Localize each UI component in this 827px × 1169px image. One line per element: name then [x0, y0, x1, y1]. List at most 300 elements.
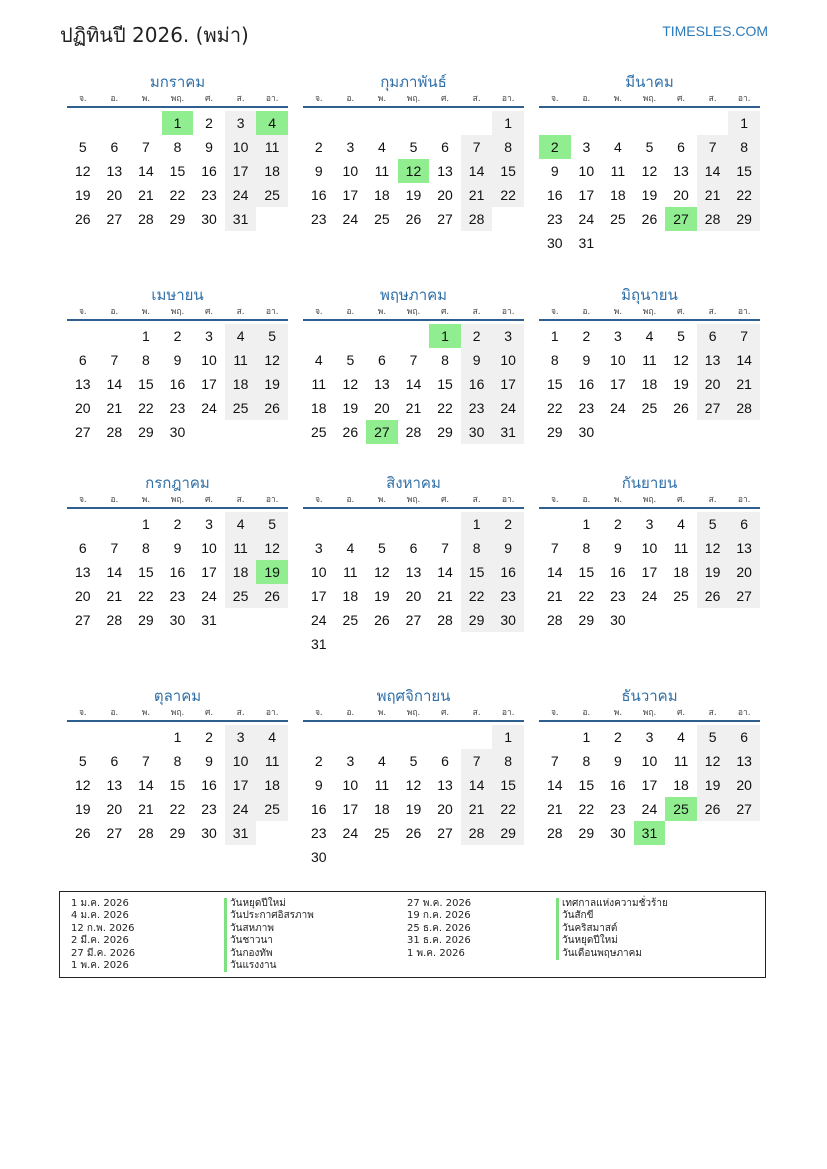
day-cell: 17	[225, 159, 257, 183]
day-cell: 24	[610, 400, 626, 416]
day-cell: 13	[728, 749, 760, 773]
weekday-label: ส.	[472, 307, 481, 317]
weekday-label: ศ.	[676, 307, 686, 317]
legend-holiday-name: วันหยุดปีใหม่	[224, 898, 314, 910]
empty-cell	[99, 512, 131, 536]
page-title: ปฏิทินปี 2026. (พม่า)	[60, 23, 249, 47]
day-cell: 15	[138, 376, 154, 392]
day-cell: 11	[610, 163, 626, 179]
weekday-header	[303, 306, 524, 321]
day-cell: 7	[110, 352, 119, 368]
day-cell: 27	[405, 612, 422, 628]
day-cell: 18	[342, 588, 359, 604]
month-calendar	[539, 71, 760, 255]
legend-date: 31 ธ.ค. 2026	[407, 935, 471, 947]
month-name: ตุลาคม	[153, 687, 202, 705]
day-cell: 1	[582, 729, 591, 745]
day-cell: 15	[728, 159, 760, 183]
weekday-label: อ.	[346, 495, 355, 505]
day-cell: 21	[138, 187, 154, 203]
day-cell: 23	[201, 801, 217, 817]
day-cell: 6	[409, 540, 418, 556]
day-cell: 23	[492, 584, 524, 608]
day-cell: 2	[173, 328, 182, 344]
day-cell: 23	[461, 396, 493, 420]
day-cell: 9	[205, 139, 213, 155]
weekday-label: จ.	[550, 495, 559, 505]
day-cell: 9	[173, 352, 182, 368]
empty-cell	[634, 111, 666, 135]
day-cell: 11	[256, 749, 288, 773]
day-cell: 13	[106, 163, 123, 179]
day-cell: 6	[78, 352, 87, 368]
empty-cell	[398, 725, 430, 749]
weekday-label: พฤ.	[170, 495, 185, 505]
day-cell: 4	[378, 753, 386, 769]
day-cell: 1	[142, 328, 150, 344]
day-cell: 21	[106, 588, 123, 604]
weekday-label: พ.	[377, 307, 387, 317]
empty-cell	[99, 324, 131, 348]
day-cell: 12	[405, 777, 422, 793]
day-cell: 4	[346, 540, 355, 556]
day-cell: 14	[106, 376, 123, 392]
day-cell: 3	[582, 139, 591, 155]
weekday-label: อ.	[346, 307, 355, 317]
day-cell: 3	[225, 111, 257, 135]
legend-holiday-name: วันประกาศอิสรภาพ	[224, 910, 314, 922]
day-cell: 14	[461, 773, 493, 797]
day-cell: 19	[673, 376, 689, 392]
day-cell: 5	[409, 139, 418, 155]
legend-holiday-name: วันหยุดปีใหม่	[556, 935, 668, 947]
empty-cell	[366, 111, 398, 135]
day-cell: 24	[492, 396, 524, 420]
day-cell: 13	[437, 777, 453, 793]
day-cell: 14	[697, 159, 729, 183]
empty-cell	[67, 725, 99, 749]
day-cell: 23	[610, 588, 626, 604]
day-cell: 1	[492, 725, 524, 749]
weekday-label: ส.	[472, 495, 481, 505]
day-cell: 2	[173, 516, 182, 532]
day-cell: 9	[614, 540, 622, 556]
day-cell: 14	[138, 163, 154, 179]
day-cell: 20	[697, 372, 729, 396]
weekday-label: ศ.	[676, 708, 686, 718]
day-cell: 8	[492, 135, 524, 159]
day-cell: 28	[728, 396, 760, 420]
day-cell: 4	[314, 352, 323, 368]
month-calendar	[303, 685, 524, 869]
weekday-label: อา.	[265, 708, 279, 718]
day-cell: 9	[550, 163, 559, 179]
day-cell: 3	[346, 139, 355, 155]
day-cell: 19	[342, 400, 359, 416]
legend-date: 19 ก.ค. 2026	[407, 910, 471, 922]
legend-dates-right	[407, 898, 471, 960]
weekday-label: ส.	[708, 708, 717, 718]
day-cell: 3	[614, 328, 622, 344]
day-cell: 28	[461, 821, 493, 845]
day-cell: 3	[492, 324, 524, 348]
empty-cell	[539, 111, 571, 135]
day-cell: 22	[169, 187, 186, 203]
day-cell: 15	[492, 773, 524, 797]
day-cell: 23	[310, 211, 327, 227]
day-cell: 3	[645, 516, 654, 532]
day-cell: 22	[578, 588, 595, 604]
day-cell: 7	[142, 139, 150, 155]
day-cell: 30	[201, 211, 217, 227]
day-cell: 6	[728, 512, 760, 536]
day-cell: 30	[578, 424, 595, 440]
weekday-label: อา.	[501, 94, 515, 104]
day-cell: 21	[461, 797, 493, 821]
day-cell: 3	[645, 729, 654, 745]
day-grid	[539, 111, 760, 255]
day-cell: 11	[374, 163, 390, 179]
day-cell: 10	[225, 749, 257, 773]
day-grid	[539, 512, 760, 632]
day-cell: 25	[665, 797, 697, 821]
weekday-label: พฤ.	[406, 495, 421, 505]
day-cell: 11	[311, 376, 327, 392]
day-cell: 23	[169, 400, 186, 416]
day-cell: 9	[582, 352, 591, 368]
day-cell: 20	[728, 773, 760, 797]
day-cell: 8	[173, 139, 182, 155]
day-cell: 16	[201, 163, 217, 179]
day-cell: 15	[461, 560, 493, 584]
legend-holiday-name: วันสักขี	[556, 910, 668, 922]
day-cell: 2	[205, 729, 213, 745]
day-cell: 20	[673, 187, 689, 203]
day-cell: 16	[610, 564, 626, 580]
day-cell: 14	[437, 564, 453, 580]
weekday-label: อา.	[737, 307, 751, 317]
day-cell: 14	[546, 564, 563, 580]
day-cell: 22	[546, 400, 563, 416]
empty-cell	[99, 725, 131, 749]
day-cell: 12	[74, 777, 91, 793]
legend-date: 1 พ.ค. 2026	[407, 947, 465, 959]
day-cell: 13	[74, 376, 91, 392]
day-cell: 14	[106, 564, 123, 580]
day-cell: 29	[169, 211, 186, 227]
empty-cell	[67, 512, 99, 536]
day-cell: 26	[673, 400, 689, 416]
day-cell: 5	[697, 512, 729, 536]
day-cell: 26	[641, 211, 658, 227]
day-cell: 3	[225, 725, 257, 749]
day-cell: 26	[405, 211, 422, 227]
day-cell: 1	[173, 729, 182, 745]
day-cell: 7	[728, 324, 760, 348]
day-cell: 15	[578, 564, 595, 580]
day-cell: 29	[492, 821, 524, 845]
day-cell: 28	[437, 612, 453, 628]
month-name: สิงหาคม	[386, 474, 441, 492]
day-cell: 17	[225, 773, 257, 797]
day-cell: 4	[614, 139, 622, 155]
day-cell: 22	[138, 588, 154, 604]
weekday-label: อา.	[265, 307, 279, 317]
day-cell: 25	[374, 211, 390, 227]
day-cell: 13	[697, 348, 729, 372]
day-cell: 6	[697, 324, 729, 348]
day-cell: 23	[310, 825, 327, 841]
day-cell: 15	[169, 163, 186, 179]
brand-link[interactable]: TIMESLES.COM	[662, 23, 768, 39]
day-cell: 1	[429, 324, 461, 348]
day-grid	[303, 324, 524, 444]
day-cell: 18	[256, 159, 288, 183]
weekday-label: ศ.	[440, 307, 450, 317]
day-cell: 5	[78, 753, 87, 769]
weekday-label: อา.	[265, 94, 279, 104]
day-cell: 11	[225, 536, 257, 560]
day-cell: 5	[256, 512, 288, 536]
month-name: เมษายน	[151, 286, 204, 304]
day-cell: 27	[728, 584, 760, 608]
day-cell: 30	[169, 612, 186, 628]
day-cell: 24	[641, 588, 658, 604]
day-cell: 27	[437, 825, 453, 841]
day-cell: 7	[550, 540, 559, 556]
legend-dates-left	[71, 898, 135, 972]
legend-date: 27 มี.ค. 2026	[71, 947, 136, 959]
day-cell: 28	[106, 612, 123, 628]
day-cell: 23	[578, 400, 595, 416]
day-cell: 19	[374, 588, 390, 604]
day-cell: 19	[697, 773, 729, 797]
day-cell: 12	[697, 536, 729, 560]
month-calendar	[67, 685, 288, 845]
day-cell: 26	[697, 797, 729, 821]
empty-cell	[303, 111, 335, 135]
day-cell: 16	[201, 777, 217, 793]
day-cell: 21	[138, 801, 154, 817]
day-cell: 20	[106, 187, 123, 203]
day-cell: 30	[461, 420, 493, 444]
day-cell: 22	[578, 801, 595, 817]
day-cell: 22	[492, 183, 524, 207]
day-cell: 18	[310, 400, 327, 416]
month-name: พฤษภาคม	[379, 286, 448, 304]
day-cell: 19	[256, 560, 288, 584]
weekday-label: อา.	[501, 495, 515, 505]
day-cell: 14	[461, 159, 493, 183]
weekday-label: ศ.	[440, 708, 450, 718]
day-cell: 17	[201, 376, 217, 392]
day-grid	[303, 111, 524, 231]
day-cell: 9	[614, 753, 622, 769]
day-cell: 15	[546, 376, 563, 392]
day-cell: 6	[110, 753, 119, 769]
day-cell: 12	[256, 536, 288, 560]
empty-cell	[130, 725, 162, 749]
day-cell: 26	[256, 396, 288, 420]
day-cell: 16	[610, 777, 626, 793]
weekday-label: อา.	[501, 708, 515, 718]
empty-cell	[335, 512, 367, 536]
weekday-label: ศ.	[440, 495, 450, 505]
day-cell: 14	[728, 348, 760, 372]
month-name: มิถุนายน	[621, 286, 678, 304]
weekday-header	[539, 93, 760, 108]
day-cell: 9	[461, 348, 493, 372]
day-cell: 13	[728, 536, 760, 560]
day-cell: 3	[205, 516, 213, 532]
day-cell: 2	[614, 516, 622, 532]
weekday-label: พฤ.	[642, 94, 657, 104]
day-cell: 5	[346, 352, 355, 368]
day-cell: 8	[142, 352, 150, 368]
day-cell: 18	[641, 376, 658, 392]
empty-cell	[366, 324, 398, 348]
day-cell: 24	[578, 211, 595, 227]
day-cell: 25	[610, 211, 626, 227]
day-cell: 24	[310, 612, 327, 628]
empty-cell	[398, 111, 430, 135]
legend-date: 4 ม.ค. 2026	[71, 910, 129, 922]
day-cell: 18	[256, 773, 288, 797]
day-cell: 16	[169, 376, 186, 392]
day-cell: 7	[409, 352, 418, 368]
empty-cell	[398, 324, 430, 348]
empty-cell	[303, 324, 335, 348]
day-cell: 25	[225, 584, 257, 608]
empty-cell	[130, 111, 162, 135]
weekday-label: จ.	[550, 307, 559, 317]
weekday-header	[303, 494, 524, 509]
day-cell: 17	[310, 588, 327, 604]
empty-cell	[335, 725, 367, 749]
day-cell: 18	[225, 560, 257, 584]
day-cell: 25	[374, 825, 390, 841]
weekday-label: จ.	[314, 495, 323, 505]
day-cell: 9	[314, 163, 323, 179]
day-cell: 24	[225, 797, 257, 821]
day-cell: 31	[201, 612, 217, 628]
day-cell: 18	[673, 777, 689, 793]
weekday-label: จ.	[550, 94, 559, 104]
day-cell: 4	[378, 139, 386, 155]
month-name: มีนาคม	[625, 73, 674, 91]
day-cell: 27	[665, 207, 697, 231]
day-cell: 8	[728, 135, 760, 159]
legend-date: 12 ก.พ. 2026	[71, 922, 135, 934]
day-cell: 19	[405, 187, 422, 203]
legend-holiday-name: วันกองทัพ	[224, 948, 314, 960]
day-cell: 6	[110, 139, 119, 155]
day-cell: 29	[546, 424, 563, 440]
day-cell: 11	[642, 352, 657, 368]
day-cell: 20	[374, 400, 390, 416]
day-cell: 8	[582, 753, 591, 769]
day-cell: 20	[405, 588, 422, 604]
weekday-label: จ.	[78, 307, 87, 317]
weekday-header	[539, 306, 760, 321]
day-cell: 8	[142, 540, 150, 556]
weekday-label: พ.	[377, 495, 387, 505]
weekday-label: จ.	[314, 94, 323, 104]
day-cell: 10	[225, 135, 257, 159]
day-cell: 16	[492, 560, 524, 584]
legend-holiday-name: วันชาวนา	[224, 935, 314, 947]
day-cell: 22	[728, 183, 760, 207]
day-cell: 28	[546, 825, 563, 841]
day-cell: 7	[461, 749, 493, 773]
legend-holiday-name: วันเดือนพฤษภาคม	[556, 948, 668, 960]
month-name: กุมภาพันธ์	[380, 73, 447, 91]
day-cell: 29	[138, 424, 154, 440]
day-cell: 27	[697, 396, 729, 420]
month-calendar	[67, 472, 288, 632]
empty-cell	[539, 512, 571, 536]
weekday-label: อ.	[110, 495, 119, 505]
day-cell: 22	[169, 801, 186, 817]
month-calendar	[67, 284, 288, 444]
day-cell: 17	[201, 564, 217, 580]
day-cell: 19	[256, 372, 288, 396]
day-cell: 29	[461, 608, 493, 632]
day-cell: 25	[641, 400, 658, 416]
day-cell: 1	[492, 111, 524, 135]
month-calendar	[539, 685, 760, 845]
empty-cell	[429, 725, 461, 749]
weekday-label: พฤ.	[642, 307, 657, 317]
day-cell: 22	[461, 584, 493, 608]
weekday-label: ส.	[236, 94, 245, 104]
month-calendar	[539, 284, 760, 444]
day-cell: 5	[378, 540, 386, 556]
day-cell: 27	[728, 797, 760, 821]
day-cell: 26	[74, 825, 91, 841]
day-cell: 12	[256, 348, 288, 372]
day-grid	[67, 725, 288, 845]
day-cell: 27	[74, 424, 91, 440]
day-cell: 26	[405, 825, 422, 841]
day-cell: 17	[610, 376, 626, 392]
day-cell: 29	[578, 612, 595, 628]
day-cell: 30	[169, 424, 186, 440]
day-cell: 3	[346, 753, 355, 769]
day-cell: 2	[314, 753, 323, 769]
weekday-label: อ.	[346, 94, 355, 104]
day-cell: 10	[610, 352, 626, 368]
day-cell: 21	[106, 400, 123, 416]
weekday-label: พฤ.	[642, 708, 657, 718]
day-cell: 4	[645, 328, 654, 344]
day-cell: 10	[310, 564, 327, 580]
weekday-label: อา.	[737, 708, 751, 718]
day-cell: 15	[492, 159, 524, 183]
weekday-header	[303, 707, 524, 722]
day-cell: 18	[374, 187, 390, 203]
day-cell: 4	[256, 111, 288, 135]
empty-cell	[303, 512, 335, 536]
day-cell: 10	[492, 348, 524, 372]
day-cell: 11	[673, 753, 689, 769]
day-cell: 28	[405, 424, 422, 440]
empty-cell	[665, 111, 697, 135]
day-cell: 25	[310, 424, 327, 440]
day-cell: 5	[645, 139, 654, 155]
day-cell: 12	[641, 163, 658, 179]
day-cell: 6	[441, 139, 449, 155]
